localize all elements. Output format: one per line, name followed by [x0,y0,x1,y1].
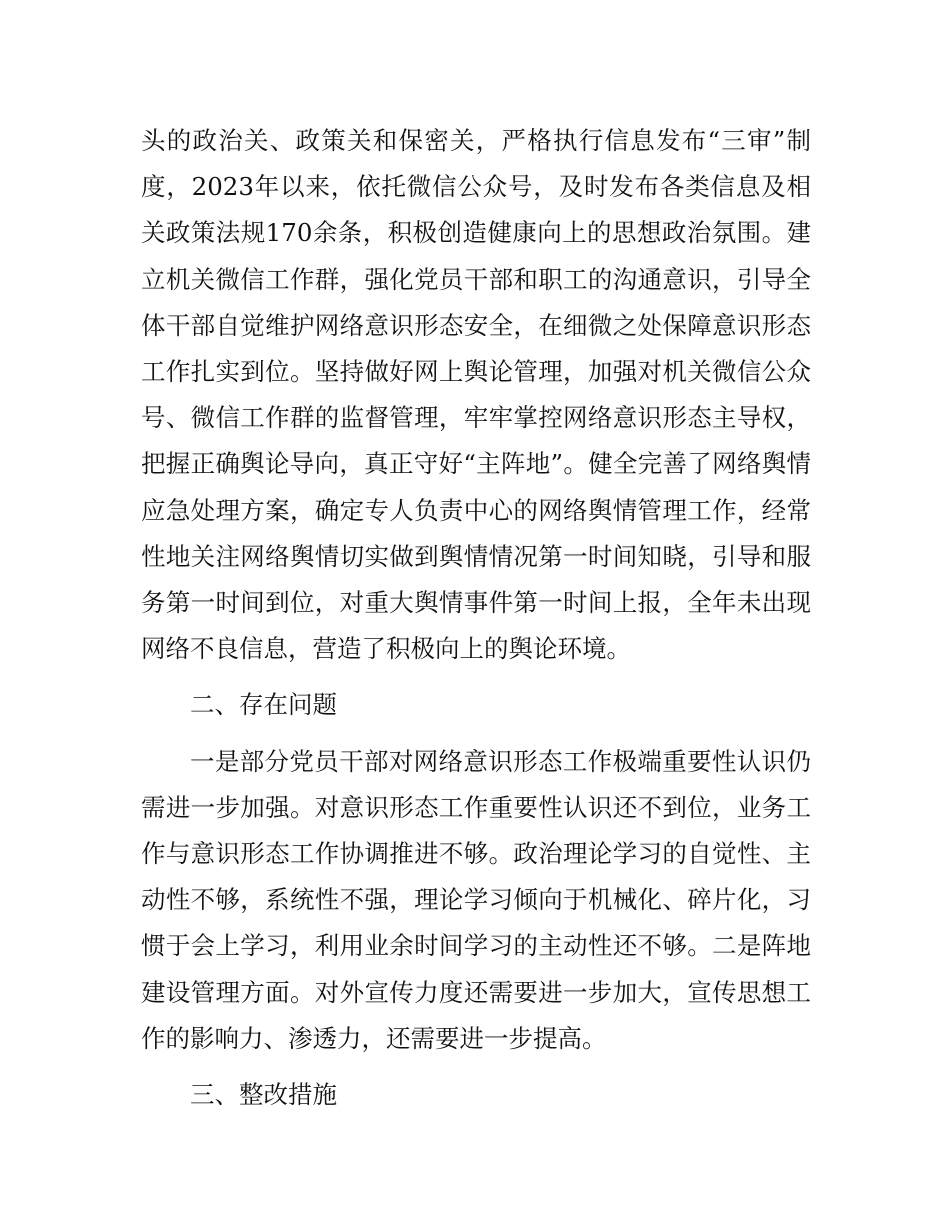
paragraph-existing-problems: 一是部分党员干部对网络意识形态工作极端重要性认识仍需进一步加强。对意识形态工作重要性认识还不到位，业务工作与意识形态工作协调推进不够。政治理论学习的自觉性、主动性不够，系统性不强，理论学习倾向于机械化、碎片化，习惯于会上学习，利用业余时间学习的主动性还不够。二是阵地建设管理方面。对外宣传力度还需要进一步加大，宣传思想工作的影响力、渗透力，还需要进一步提高。 [141,746,811,1053]
section-heading-rectification-measures: 三、整改措施 [190,1080,337,1110]
section-heading-existing-problems: 二、存在问题 [190,690,337,720]
paragraph-network-ideology-work: 头的政治关、政策关和保密关，严格执行信息发布“三审”制度，2023年以来，依托微信公众号，及时发布各类信息及相关政策法规170余条，积极创造健康向上的思想政治氛围。建立机关微信工作群，强化党员干部和职工的沟通意识，引导全体干部自觉维护网络意识形态安全，在细微之处保障意识形态工作扎实到位。坚持做好网上舆论管理，加强对机关微信公众号、微信工作群的监督管理，牢牢掌控网络意识形态主导权，把握正确舆论导向，真正守好“主阵地”。健全完善了网络舆情应急处理方案，确定专人负责中心的网络舆情管理工作，经常性地关注网络舆情切实做到舆情情况第一时间知晓，引导和服务第一时间到位，对重大舆情事件第一时间上报，全年未出现网络不良信息，营造了积极向上的舆论环境。 [141,126,811,664]
document-body [141,118,811,1128]
